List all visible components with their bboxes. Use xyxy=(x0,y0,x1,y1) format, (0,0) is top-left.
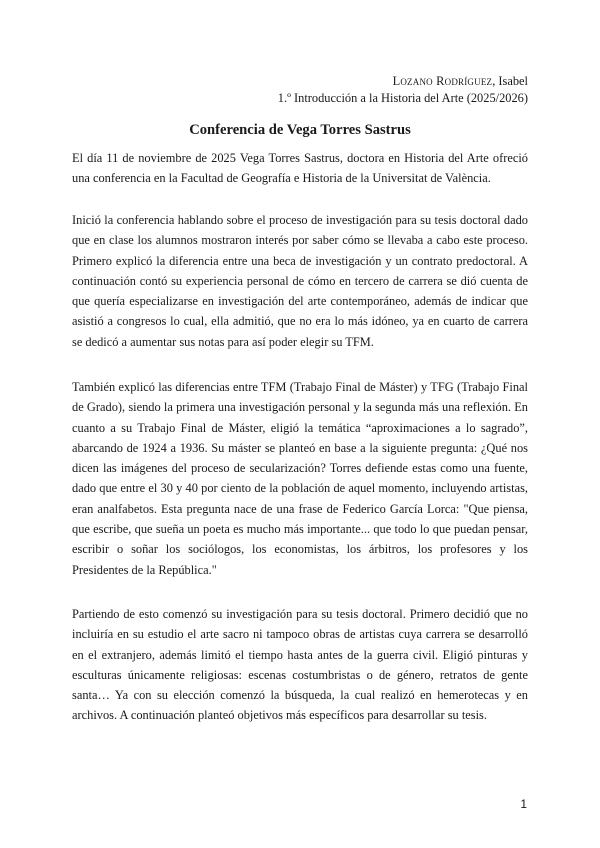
author-line xyxy=(278,73,528,90)
document-title: Conferencia de Vega Torres Sastrus xyxy=(189,122,411,138)
paragraph-research-process: Inició la conferencia hablando sobre el proceso de investigación para su tesis doctoral dado que en clase los alumnos mostraron interés por saber cómo se llevaba a cabo este proceso. Primero explicó la diferencia entre una beca de investigación y un contrato predoctoral. A continuación contó su experiencia personal de cómo en tercero de carrera se dió cuenta de que quería especializarse en investigación del arte contemporáneo, además de indicar que asistió a congresos lo cual, ella admitió, que no era lo más idóneo, ya en cuarto de carrera se dedicó a aumentar sus notas para así poder elegir su TFM. xyxy=(72,213,528,349)
paragraph-tfm-tfg: También explicó las diferencias entre TFM (Trabajo Final de Máster) y TFG (Trabajo Final de Grado), siendo la primera una investigación personal y la segunda más una reflexión. En cuanto a su Trabajo Final de Máster, eligió la temática “aproximaciones a lo sagrado”, abarcando de 1924 a 1936. Su máster se planteó en base a la siguiente pregunta: ¿Qué nos dicen las imágenes del proceso de secularización? Torres defiende estas como una fuente, dado que entre el 30 y 40 por ciento de la población de aquel momento, incluyendo artistas, eran analfabetos. Esta pregunta nace de una frase de Federico García Lorca: "Que piensa, que escribe, que sueña un poeta es mucho más importante... que todo lo que puedan pensar, escribir o soñar los sociólogos, los economistas, los árbitros, los profesores y los Presidentes de la República." xyxy=(72,380,528,577)
author-given-name: , Isabel xyxy=(492,74,528,88)
document-header xyxy=(278,73,528,107)
page-number: 1 xyxy=(520,797,527,811)
paragraph-thesis: Partiendo de esto comenzó su investigación para su tesis doctoral. Primero decidió que no incluiría en su estudio el arte sacro ni tampoco obras de artistas cuya carrera se desarrolló en el extranjero, además limitó el tiempo hasta antes de la guerra civil. Eligió pinturas y esculturas únicamente religiosas: escenas costumbristas o de género, retratos de gente santa… Ya con su elección comenzó la búsqueda, la cual realizó en hemerotecas y en archivos. A continuación planteó objetivos más específicos para desarrollar su tesis. xyxy=(72,607,528,723)
course-line: 1.º Introducción a la Historia del Arte (2025/2026) xyxy=(277,91,528,105)
paragraph-intro: El día 11 de noviembre de 2025 Vega Torres Sastrus, doctora en Historia del Arte ofreció una conferencia en la Facultad de Geografía e Historia de la Universitat de València. xyxy=(72,151,528,186)
author-surname: Lozano Rodríguez xyxy=(392,74,493,88)
